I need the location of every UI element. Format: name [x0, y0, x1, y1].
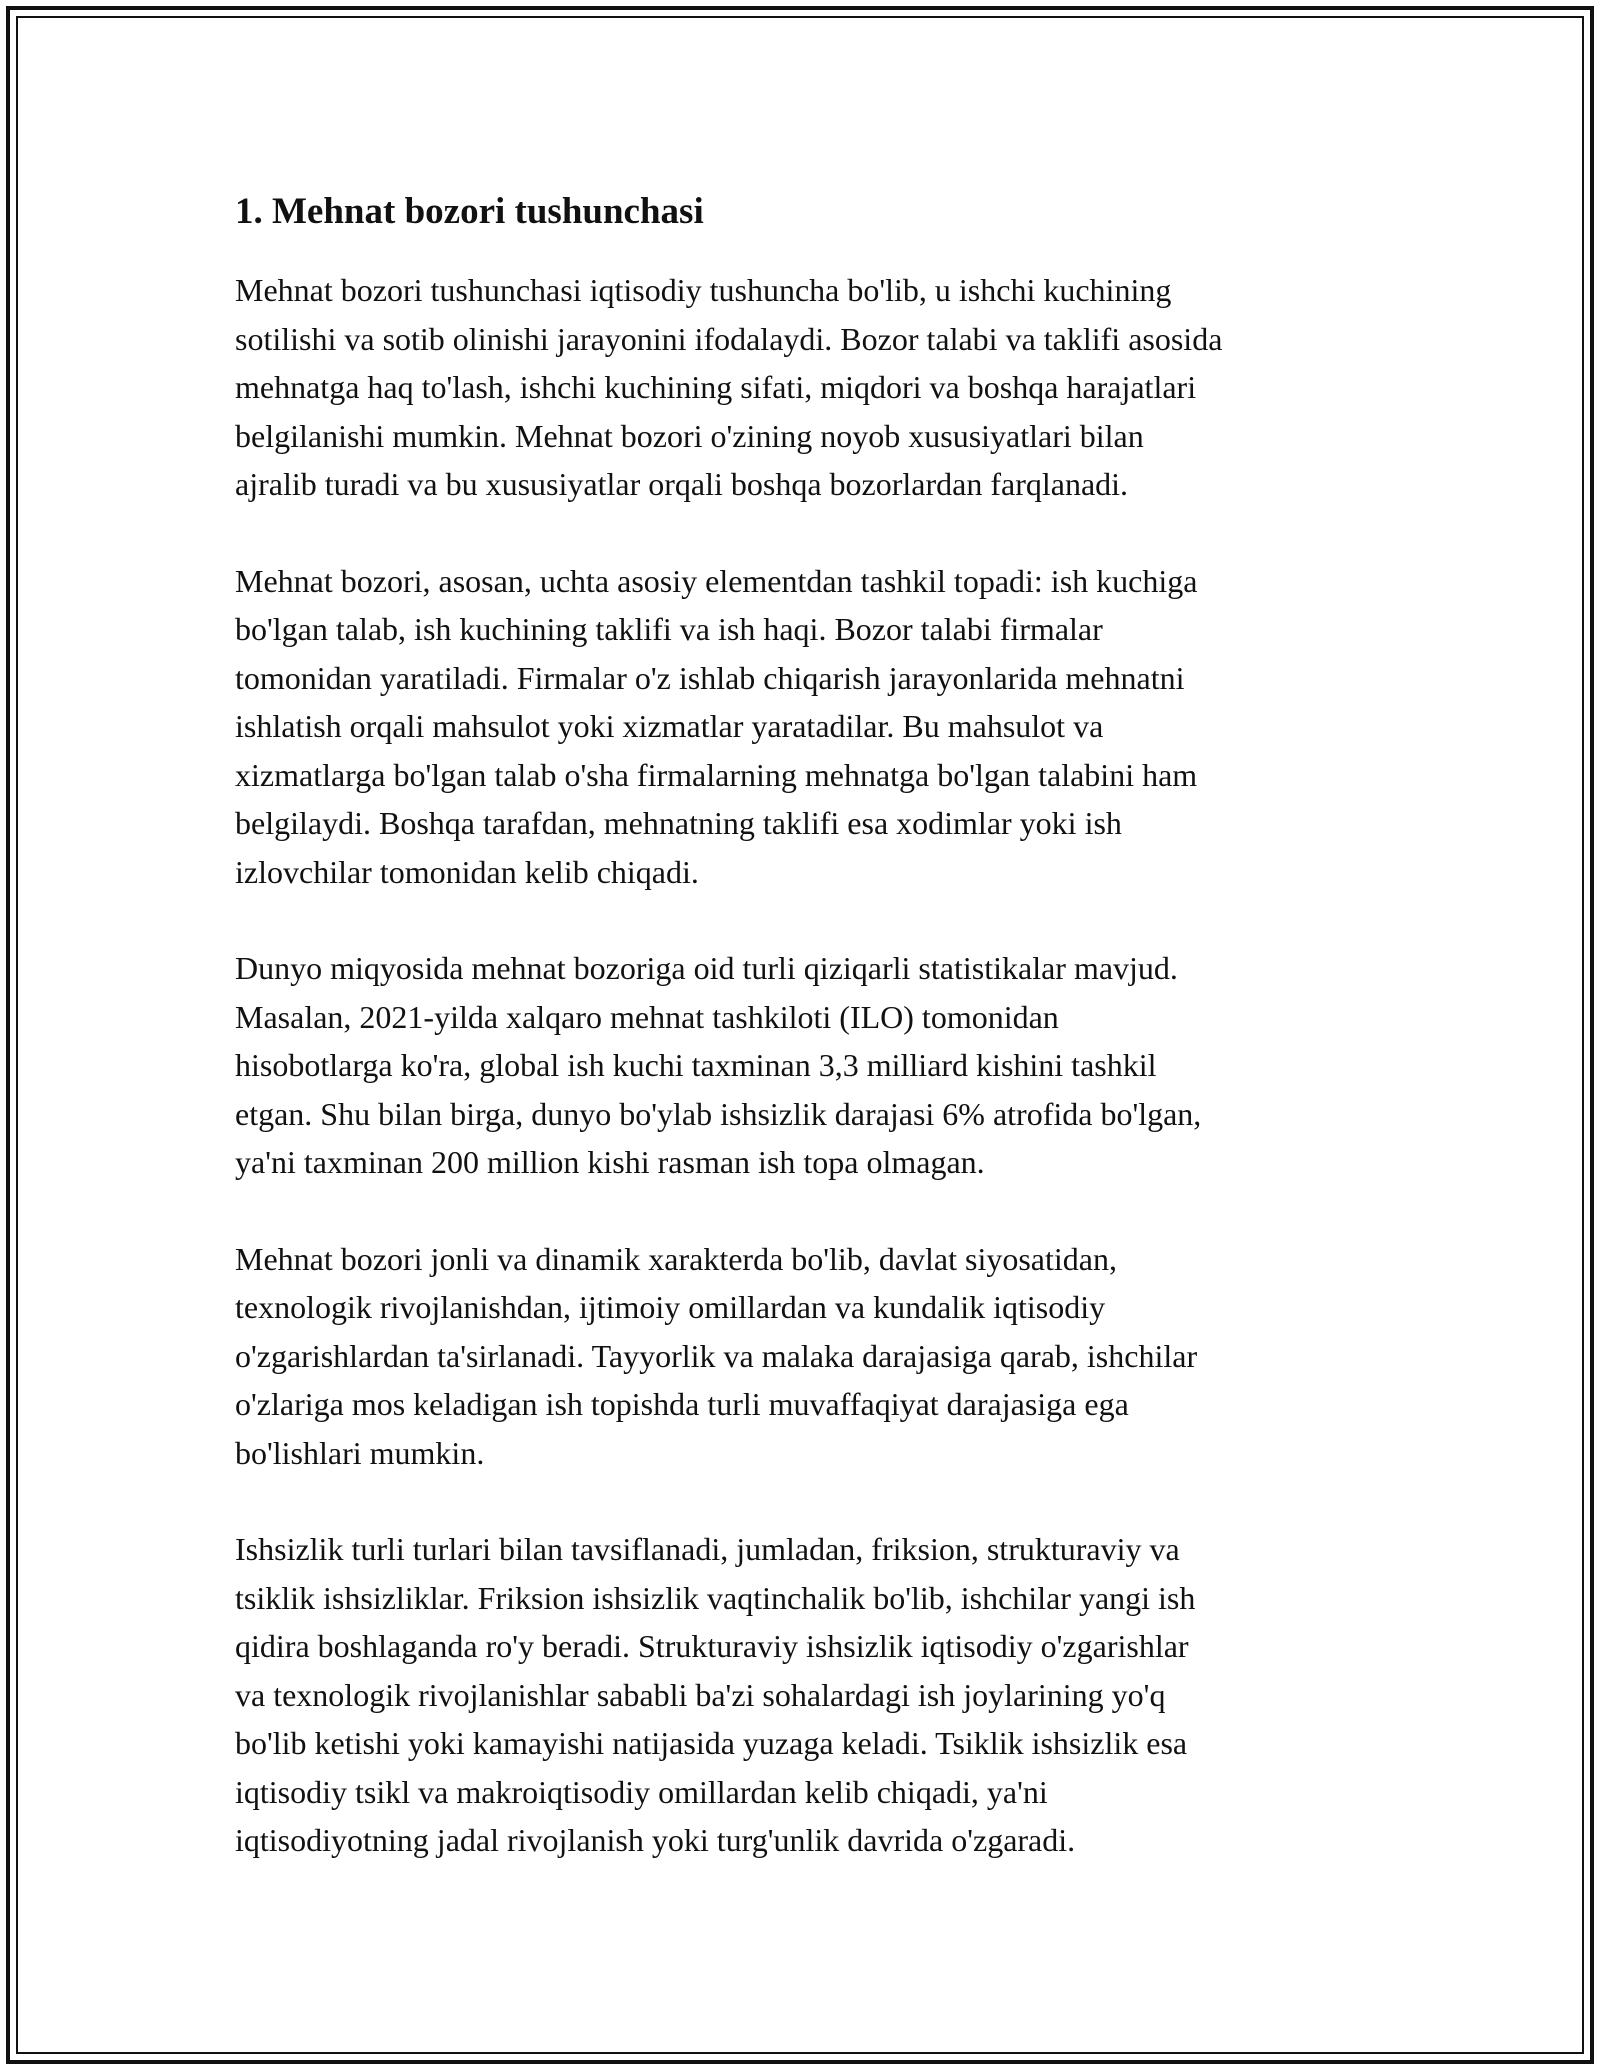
- paragraph-3: [235, 944, 1380, 1187]
- text-line: belgilaydi. Boshqa tarafdan, mehnatning taklifi esa xodimlar yoki ish: [235, 805, 1122, 841]
- text-line: mehnatga haq to'lash, ishchi kuchining sifati, miqdori va boshqa harajatlari: [235, 369, 1197, 405]
- section-heading: 1. Mehnat bozori tushunchasi: [235, 191, 704, 232]
- text-line: tsiklik ishsizliklar. Friksion ishsizlik vaqtinchalik bo'lib, ishchilar yangi ish: [235, 1579, 1196, 1616]
- text-line: ishlatish orqali mahsulot yoki xizmatlar yaratadilar. Bu mahsulot va: [235, 708, 1104, 744]
- text-line: belgilanishi mumkin. Mehnat bozori o'zining noyob xususiyatlari bilan: [235, 417, 1144, 454]
- paragraph-1: [235, 266, 1380, 509]
- text-line: texnologik rivojlanishdan, ijtimoiy omillardan va kundalik iqtisodiy: [235, 1289, 1106, 1325]
- text-line: Mehnat bozori, asosan, uchta asosiy elementdan tashkil topadi: ish kuchiga: [235, 562, 1198, 599]
- text-line: va texnologik rivojlanishlar sababli ba'zi sohalardagi ish joylarining yo'q: [235, 1676, 1166, 1713]
- text-line: Dunyo miqyosida mehnat bozoriga oid turli qiziqarli statistikalar mavjud.: [235, 950, 1178, 986]
- text-line: Ishsizlik turli turlari bilan tavsiflanadi, jumladan, friksion, strukturaviy va: [235, 1531, 1180, 1567]
- text-line: qidira boshlaganda ro'y beradi. Strukturaviy ishsizlik iqtisodiy o'zgarishlar: [235, 1628, 1189, 1664]
- text-line: bo'lib ketishi yoki kamayishi natijasida yuzaga keladi. Tsiklik ishsizlik esa: [235, 1725, 1188, 1761]
- text-line: etgan. Shu bilan birga, dunyo bo'ylab ishsizlik darajasi 6% atrofida bo'lgan,: [235, 1095, 1202, 1132]
- text-line: Mehnat bozori jonli va dinamik xarakterda bo'lib, davlat siyosatidan,: [235, 1240, 1117, 1277]
- paragraph-2: [235, 557, 1380, 897]
- text-line: Masalan, 2021-yilda xalqaro mehnat tashkiloti (ILO) tomonidan: [235, 998, 1059, 1035]
- text-line: Mehnat bozori tushunchasi iqtisodiy tushuncha bo'lib, u ishchi kuchining: [235, 272, 1172, 308]
- text-line: izlovchilar tomonidan kelib chiqadi.: [235, 853, 699, 890]
- text-line: bo'lgan talab, ish kuchining taklifi va ish haqi. Bozor talabi firmalar: [235, 611, 1103, 647]
- text-line: o'zlariga mos keladigan ish topishda turli muvaffaqiyat darajasiga ega: [235, 1386, 1129, 1422]
- text-line: tomonidan yaratiladi. Firmalar o'z ishlab chiqarish jarayonlarida mehnatni: [235, 659, 1185, 696]
- text-line: ajralib turadi va bu xususiyatlar orqali boshqa bozorlardan farqlanadi.: [235, 466, 1129, 502]
- text-line: hisobotlarga ko'ra, global ish kuchi taxminan 3,3 milliard kishini tashkil: [235, 1047, 1157, 1083]
- text-line: xizmatlarga bo'lgan talab o'sha firmalarning mehnatga bo'lgan talabini ham: [235, 756, 1198, 793]
- paragraph-4: [235, 1235, 1380, 1478]
- text-line: o'zgarishlardan ta'sirlanadi. Tayyorlik va malaka darajasiga qarab, ishchilar: [235, 1337, 1198, 1374]
- text-line: iqtisodiy tsikl va makroiqtisodiy omillardan kelib chiqadi, ya'ni: [235, 1773, 1048, 1810]
- paragraph-5: [235, 1525, 1380, 1865]
- text-line: sotilishi va sotib olinishi jarayonini ifodalaydi. Bozor talabi va taklifi asosida: [235, 320, 1223, 357]
- text-line: ya'ni taxminan 200 million kishi rasman ish topa olmagan.: [235, 1144, 985, 1180]
- text-line: bo'lishlari mumkin.: [235, 1434, 485, 1471]
- paragraph-list: [235, 266, 1380, 1865]
- document-body: [235, 186, 1380, 1913]
- text-line: iqtisodiyotning jadal rivojlanish yoki turg'unlik davrida o'zgaradi.: [235, 1822, 1076, 1858]
